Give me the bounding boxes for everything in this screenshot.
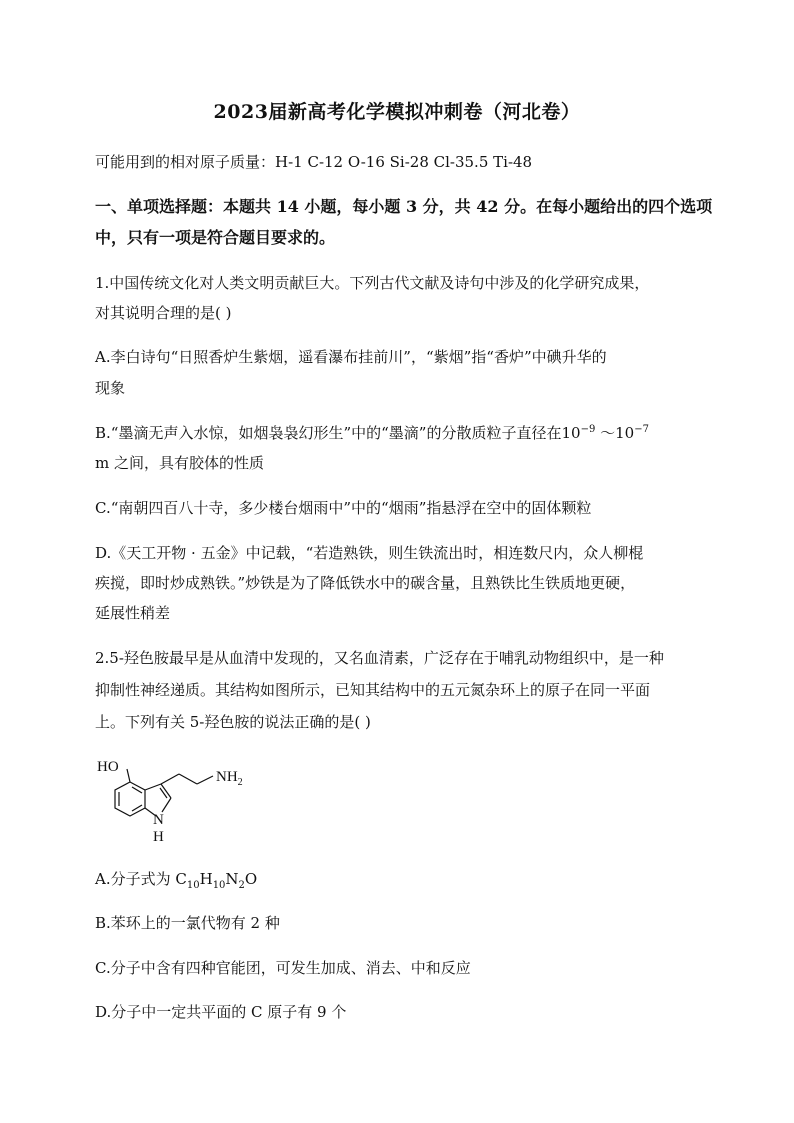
formula-n-sub: 2	[238, 880, 245, 891]
q1-option-b-line1	[95, 423, 705, 443]
q2-option-d: D.分子中一定共平面的 C 原子有 9 个	[95, 1003, 347, 1021]
side-chain-bond-2	[179, 774, 197, 784]
q1-option-d-line1: D.《天工开物 · 五金》中记载，“若造熟铁，则生铁流出时，相连数尺内，众人柳棍	[95, 544, 644, 562]
side-chain-bond-1	[161, 774, 179, 784]
q1-option-b-sep: ～	[595, 424, 616, 442]
formula-h-sub: 10	[212, 880, 226, 891]
side-chain-bond-3	[197, 776, 213, 784]
formula-c: C	[175, 870, 187, 888]
q2-stem-line3: 上。下列有关 5-羟色胺的说法正确的是( )	[95, 713, 371, 731]
pyrrole-bond-3	[162, 798, 171, 812]
formula-c-sub: 10	[186, 880, 200, 891]
q1-option-b-line2: m 之间，具有胶体的性质	[95, 454, 264, 472]
ho-bond	[127, 769, 130, 782]
q1-option-d-line2: 疾搅，即时炒成熟铁。”炒铁是为了降低铁水中的碳含量，且熟铁比生铁质地更硬，	[95, 574, 636, 592]
q1-stem-line2: 对其说明合理的是( )	[95, 304, 232, 322]
ho-label: HO	[97, 759, 119, 775]
formula-o: O	[244, 870, 258, 888]
q1-option-b-base1: 10	[561, 424, 581, 442]
q1-option-a-line1: A.李白诗句“日照香炉生紫烟，遥看瀑布挂前川”，“紫烟”指“香炉”中碘升华的	[95, 348, 607, 366]
structure-bonds	[115, 769, 213, 816]
q1-option-b-base2: 10	[615, 424, 635, 442]
q2-option-a-text: A.分子式为	[95, 870, 176, 888]
q1-option-a-line2: 现象	[95, 379, 126, 397]
q1-option-b-exp1: −9	[580, 424, 596, 435]
q2-stem-line2: 抑制性神经递质。其结构如图所示，已知其结构中的五元氮杂环上的原子在同一平面	[95, 681, 651, 699]
section-heading-line2: 中，只有一项是符合题目要求的。	[95, 228, 336, 247]
pyrrole-bond-1	[145, 784, 161, 790]
q1-option-d-line3: 延展性稍差	[95, 604, 171, 622]
nh2-label: $NH_2$	[216, 769, 243, 788]
atomic-masses: 可能用到的相对原子质量：H-1 C-12 O-16 Si-28 Cl-35.5 Ti-48	[95, 153, 533, 171]
q1-option-c: C.“南朝四百八十寺，多少楼台烟雨中”中的“烟雨”指悬浮在空中的固体颗粒	[95, 499, 592, 517]
q1-stem-line1: 1.中国传统文化对人类文明贡献巨大。下列古代文献及诗句中涉及的化学研究成果，	[95, 274, 650, 292]
q2-option-b: B.苯环上的一氯代物有 2 种	[95, 914, 280, 932]
pyrrole-double-bond	[160, 788, 167, 798]
section-heading-line1: 一、单项选择题：本题共 14 小题，每小题 3 分，共 42 分。在每小题给出的四个选项	[95, 197, 713, 216]
q2-stem-line1: 2.5-羟色胺最早是从血清中发现的，又名血清素，广泛存在于哺乳动物组织中，是一种	[95, 649, 664, 667]
q2-option-c: C.分子中含有四种官能团，可发生加成、消去、中和反应	[95, 959, 471, 977]
q1-option-b-text: B.“墨滴无声入水惊，如烟袅袅幻形生”中的“墨滴”的分散质粒子直径在	[95, 424, 562, 442]
n-label: N	[153, 812, 164, 828]
h-label: H	[153, 829, 164, 845]
page-title: 2023届新高考化学模拟冲刺卷（河北卷）	[213, 101, 581, 123]
serotonin-structure-diagram	[95, 752, 265, 847]
formula-h: H	[199, 870, 213, 888]
formula-n: N	[225, 870, 239, 888]
q1-option-b-exp2: −7	[634, 424, 649, 435]
q2-option-a	[95, 869, 705, 889]
